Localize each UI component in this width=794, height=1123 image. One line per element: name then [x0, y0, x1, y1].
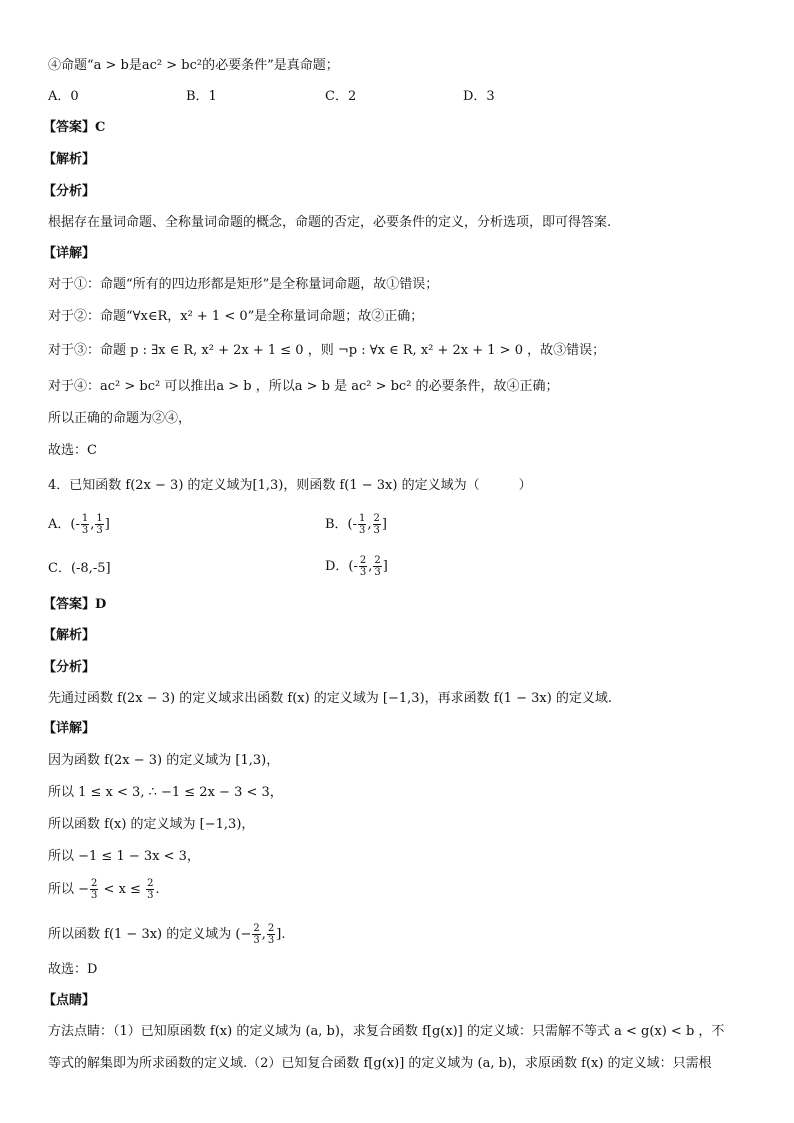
q4-step-5-prefix: 所以 −	[48, 882, 90, 897]
denominator: 3	[253, 935, 260, 946]
q4-step-5-frac-2	[146, 878, 154, 901]
denominator: 3	[267, 935, 275, 946]
q4-note-line-2: 等式的解集即为所求函数的定义域.（2）已知复合函数 f[g(x)] 的定义域为 (a, b)，求原函数 f(x) 的定义域：只需根	[48, 1056, 712, 1071]
q3-jiexi-heading: 【解析】	[43, 152, 96, 167]
q4-note-line-1: 方法点睛：（1）已知原函数 f(x) 的定义域为 (a, b)，求复合函数 f[g(x)] 的定义域：只需解不等式 a < g(x) < b ，不	[48, 1024, 725, 1039]
q4-step-5-mid: < x ≤	[99, 882, 146, 897]
q4-step-5-suffix: .	[155, 882, 160, 897]
q3-fenxi-heading: 【分析】	[43, 184, 96, 199]
q4-option-d: D．(- $\frac{2}{3}$ , $\frac{2}{3}$ ]	[325, 555, 388, 578]
q4-fenxi-text: 先通过函数 f(2x − 3) 的定义域求出函数 f(x) 的定义域为 [−1,3)，再求函数 f(1 − 3x) 的定义域.	[48, 691, 613, 706]
q4-step-1: 因为函数 f(2x − 3) 的定义域为 [1,3)，	[48, 753, 280, 768]
q3-detail-3: 对于③：命题 p : ∃x ∈ R, x² + 2x + 1 ≤ 0 ，则 ¬p : ∀x ∈ R, x² + 2x + 1 > 0 ，故③错误；	[48, 343, 606, 358]
q4-step-6-prefix: 所以函数 f(1 − 3x) 的定义域为 (−	[48, 927, 252, 942]
denominator: 3	[91, 890, 98, 901]
q4-option-b-frac-2	[373, 513, 381, 536]
q3-detail-2: 对于②：命题“∀x∈R，x² + 1 < 0”是全称量词命题；故②正确；	[48, 309, 424, 324]
q4-step-5-frac-1	[90, 878, 98, 901]
numerator: 1	[96, 513, 103, 524]
denominator: 3	[96, 525, 103, 536]
numerator: 2	[147, 878, 154, 889]
numerator: 2	[267, 923, 275, 934]
q4-option-d-prefix: D．(-	[325, 559, 358, 574]
numerator: 2	[373, 513, 380, 524]
q4-stem: 4．已知函数 f(2x − 3) 的定义域为[1,3)，则函数 f(1 − 3x) 的定义域为（ ）	[48, 478, 532, 493]
q4-option-c: C．(-8,-5]	[48, 561, 111, 576]
q4-option-b-prefix: B．(-	[325, 517, 358, 532]
q4-jiexi-heading: 【解析】	[43, 628, 96, 643]
q4-option-a-frac-1	[81, 513, 89, 536]
q4-step-6-frac-2	[267, 923, 275, 946]
q4-step-3: 所以函数 f(x) 的定义域为 [−1,3)，	[48, 817, 255, 832]
q4-option-d-suffix: ]	[382, 559, 388, 574]
denominator: 3	[374, 567, 381, 578]
numerator: 1	[81, 513, 89, 524]
q4-step-6: 所以函数 f(1 − 3x) 的定义域为 (− $\frac{2}{3}$ , $\frac{2}{3}$ ].	[48, 923, 286, 946]
q4-step-5	[48, 878, 160, 901]
q4-option-b-frac-1	[358, 513, 366, 536]
q3-choice: 故选：C	[48, 443, 97, 458]
q4-option-b-suffix: ]	[381, 517, 387, 532]
q4-option-a-suffix: ]	[104, 517, 110, 532]
q4-step-2: 所以 1 ≤ x < 3, ∴ −1 ≤ 2x − 3 < 3，	[48, 785, 283, 800]
denominator: 3	[147, 890, 154, 901]
q4-step-4: 所以 −1 ≤ 1 − 3x < 3，	[48, 849, 200, 864]
denominator: 3	[81, 525, 89, 536]
q4-xiangjie-heading: 【详解】	[43, 721, 96, 736]
denominator: 3	[359, 567, 367, 578]
q3-option-d: D．3	[463, 89, 495, 104]
q3-option-c: C．2	[325, 89, 357, 104]
q4-option-b: B．(- $\frac{1}{3}$ , $\frac{2}{3}$ ]	[325, 513, 387, 536]
denominator: 3	[359, 525, 366, 536]
q4-answer: 【答案】D	[43, 597, 107, 612]
q3-xiangjie-heading: 【详解】	[43, 246, 96, 261]
denominator: 3	[373, 525, 380, 536]
q4-option-a: A．(- $\frac{1}{3}$ , $\frac{1}{3}$ ]	[48, 513, 110, 536]
q3-detail-1: 对于①：命题“所有的四边形都是矩形”是全称量词命题，故①错误；	[48, 277, 439, 292]
q4-option-a-frac-2	[95, 513, 103, 536]
q3-conclusion: 所以正确的命题为②④，	[48, 411, 192, 426]
numerator: 1	[359, 513, 366, 524]
q4-dianjing-heading: 【点睛】	[43, 993, 96, 1008]
q3-answer: 【答案】C	[43, 120, 106, 135]
q3-option-b: B．1	[186, 89, 217, 104]
q4-option-a-prefix: A．(-	[48, 517, 80, 532]
q4-step-6-frac-1	[252, 923, 260, 946]
numerator: 2	[359, 555, 367, 566]
q4-option-d-frac-2	[373, 555, 381, 578]
numerator: 2	[91, 878, 98, 889]
q3-fenxi-text: 根据存在量词命题、全称量词命题的概念，命题的否定，必要条件的定义，分析选项，即可得答案.	[48, 215, 612, 230]
q4-option-d-frac-1	[359, 555, 367, 578]
numerator: 2	[374, 555, 381, 566]
q4-choice: 故选：D	[48, 962, 98, 977]
numerator: 2	[253, 923, 260, 934]
q3-detail-4: 对于④：ac² > bc² 可以推出a > b ，所以a > b 是 ac² > bc² 的必要条件，故④正确；	[48, 379, 559, 394]
q3-option-a: A．0	[48, 89, 79, 104]
q4-fenxi-heading: 【分析】	[43, 660, 96, 675]
statement-4: ④命题“a > b是ac² > bc²的必要条件”是真命题；	[48, 58, 339, 73]
q4-step-6-suffix: ].	[276, 927, 286, 942]
